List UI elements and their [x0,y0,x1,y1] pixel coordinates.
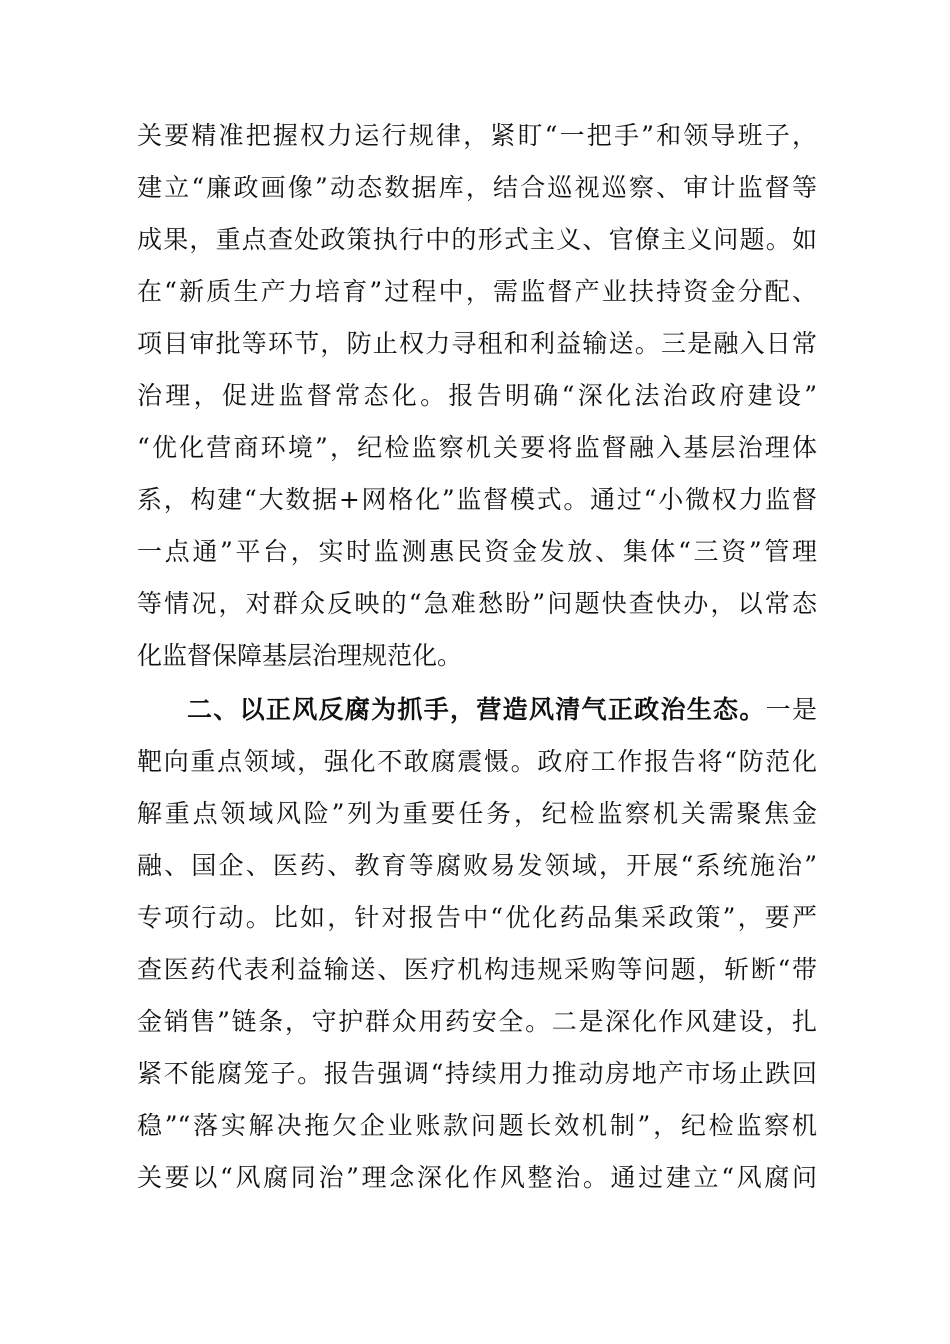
section-heading-tail: 一是 [765,695,817,724]
paragraph-line: 关要精准把握权力运行规律，紧盯“一把手”和领导班子， [137,121,817,150]
section-heading: 二、以正风反腐为抓手，营造风清气正政治生态。 [187,695,766,724]
paragraph-line: 项目审批等环节，防止权力寻租和利益输送。三是融入日常 [137,329,817,358]
paragraph-line: 等情况，对群众反映的“急难愁盼”问题快查快办，以常态 [137,589,817,618]
paragraph-line: 融、国企、医药、教育等腐败易发领域，开展“系统施治” [137,851,817,880]
paragraph-line: 化监督保障基层治理规范化。 [137,641,463,670]
paragraph-line: 查医药代表利益输送、医疗机构违规采购等问题，斩断“带 [137,955,817,984]
paragraph-line: 稳”“落实解决拖欠企业账款问题长效机制”，纪检监察机 [137,1111,817,1140]
paragraph-line: 成果，重点查处政策执行中的形式主义、官僚主义问题。如 [137,225,817,254]
paragraph-line: 在“新质生产力培育”过程中，需监督产业扶持资金分配、 [137,277,817,306]
paragraph-line: 紧不能腐笼子。报告强调“持续用力推动房地产市场止跌回 [137,1059,817,1088]
paragraph-line: 解重点领域风险”列为重要任务，纪检监察机关需聚焦金 [137,799,817,828]
paragraph-line: 系，构建“大数据+网格化”监督模式。通过“小微权力监督 [137,485,817,514]
section-heading-line [187,690,817,730]
paragraph-line: 靶向重点领域，强化不敢腐震慑。政府工作报告将“防范化 [137,747,817,776]
paragraph-line: 一点通”平台，实时监测惠民资金发放、集体“三资”管理 [137,537,817,566]
paragraph-line: 建立“廉政画像”动态数据库，结合巡视巡察、审计监督等 [137,173,817,202]
paragraph-line: “优化营商环境”，纪检监察机关要将监督融入基层治理体 [137,433,817,462]
paragraph-line: 专项行动。比如，针对报告中“优化药品集采政策”，要严 [137,903,817,932]
paragraph-line: 金销售”链条，守护群众用药安全。二是深化作风建设，扎 [137,1007,817,1036]
paragraph-line: 关要以“风腐同治”理念深化作风整治。通过建立“风腐问 [137,1163,817,1192]
paragraph-line: 治理，促进监督常态化。报告明确“深化法治政府建设” [137,381,817,410]
